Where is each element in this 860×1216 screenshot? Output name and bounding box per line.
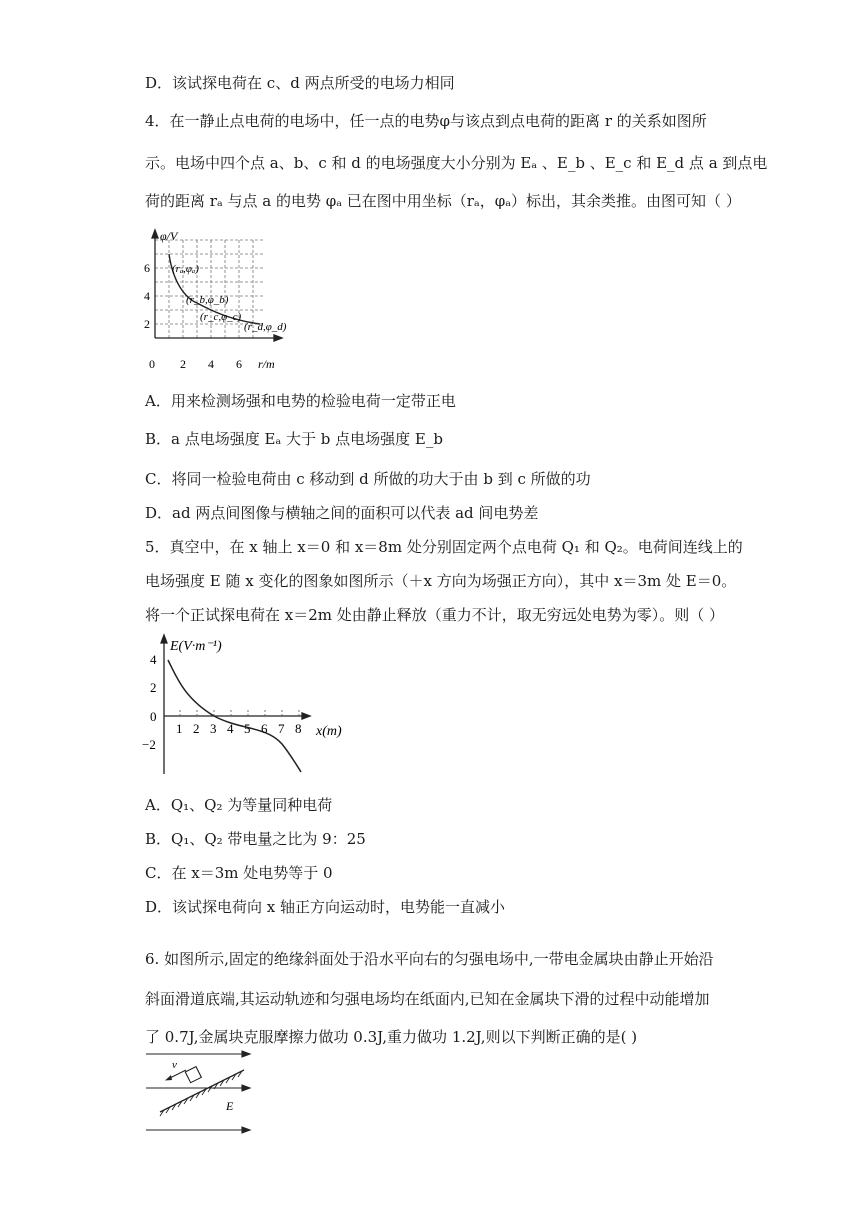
q5-option-a: A．Q₁、Q₂ 为等量同种电荷 (145, 796, 333, 814)
q4-xtick-2: 2 (180, 357, 186, 371)
q4-ylabel: φ/V (160, 229, 178, 243)
q5-stem-line3: 将一个正试探电荷在 x＝2m 处由静止释放（重力不计，取无穷远处电势为零）。则（ ） (145, 606, 725, 624)
q4-point-c-label: (r_c,φ_c) (200, 311, 242, 323)
q4-ytick-2: 2 (144, 317, 150, 331)
q4-option-a: A．用来检测场强和电势的检验电荷一定带正电 (145, 392, 456, 410)
q5-xtick-5: 5 (244, 721, 251, 736)
q5-ytick-4: 4 (150, 652, 157, 667)
q5-xtick-4: 4 (227, 721, 234, 736)
q5-ytick-2: 2 (150, 680, 157, 695)
q5-option-d: D．该试探电荷向 x 轴正方向运动时，电势能一直减小 (145, 898, 506, 916)
q5-xtick-7: 7 (278, 721, 285, 736)
q3-option-d: D．该试探电荷在 c、d 两点所受的电场力相同 (145, 74, 455, 92)
q4-xtick-4: 4 (208, 357, 214, 371)
q4-option-b: B．a 点电场强度 Eₐ 大于 b 点电场强度 E_b (145, 430, 443, 448)
q6-field-label: E (226, 1099, 234, 1113)
q4-xtick-6: 6 (236, 357, 242, 371)
q5-option-b: B．Q₁、Q₂ 带电量之比为 9：25 (145, 830, 366, 848)
q6-incline-diagram (140, 1046, 260, 1136)
q4-stem-line3: 荷的距离 rₐ 与点 a 的电势 φₐ 已在图中用坐标（rₐ，φₐ）标出，其余类推。由图可知（ ） (145, 192, 741, 210)
q4-stem-line2: 示。电场中四个点 a、b、c 和 d 的电场强度大小分别为 Eₐ 、E_b 、E_c 和 E_d 点 a 到点电 (145, 154, 768, 172)
q4-ytick-4: 4 (144, 289, 150, 303)
q5-ytick-neg2: −2 (142, 737, 156, 752)
q4-point-b-label: (r_b,φ_b) (186, 294, 229, 306)
q5-xtick-2: 2 (193, 721, 200, 736)
q5-xtick-3: 3 (210, 721, 217, 736)
q4-stem-line1: 4．在一静止点电荷的电场中，任一点的电势φ与该点到点电荷的距离 r 的关系如图所 (145, 112, 707, 130)
q5-stem-line2: 电场强度 E 随 x 变化的图象如图所示（＋x 方向为场强正方向），其中 x＝3m 处 E＝0。 (145, 572, 737, 590)
q4-xtick-0: 0 (149, 357, 155, 371)
q5-xtick-1: 1 (176, 721, 183, 736)
q6-stem-line3: 了 0.7J,金属块克服摩擦力做功 0.3J,重力做功 1.2J,则以下判断正确的是( ) (145, 1028, 638, 1046)
q4-potential-graph (140, 228, 290, 376)
q4-xlabel: r/m (258, 357, 275, 371)
q4-point-a-label: (rₐ,φₐ) (172, 263, 199, 275)
q4-point-d-label: (r_d,φ_d) (244, 321, 287, 333)
q6-stem-line2: 斜面滑道底端,其运动轨迹和匀强电场均在纸面内,已知在金属块下滑的过程中动能增加 (145, 990, 710, 1008)
q5-field-graph (140, 632, 360, 780)
q4-option-d: D．ad 两点间图像与横轴之间的面积可以代表 ad 间电势差 (145, 504, 539, 522)
q5-stem-line1: 5．真空中，在 x 轴上 x＝0 和 x＝8m 处分别固定两个点电荷 Q₁ 和 Q₂。电荷间连线上的 (145, 538, 743, 556)
q4-option-c: C．将同一检验电荷由 c 移动到 d 所做的功大于由 b 到 c 所做的功 (145, 470, 591, 488)
q5-xlabel: x(m) (316, 724, 342, 739)
q5-ytick-0: 0 (150, 709, 157, 724)
q6-stem-line1: 6. 如图所示,固定的绝缘斜面处于沿水平向右的匀强电场中,一带电金属块由静止开始沿 (145, 950, 714, 968)
q4-ytick-6: 6 (144, 261, 150, 275)
q5-xtick-8: 8 (295, 721, 302, 736)
q6-velocity-label: v (172, 1059, 177, 1071)
q5-option-c: C．在 x＝3m 处电势等于 0 (145, 864, 333, 882)
q5-xtick-6: 6 (261, 721, 268, 736)
q5-ylabel: E(V·m⁻¹) (170, 639, 222, 654)
